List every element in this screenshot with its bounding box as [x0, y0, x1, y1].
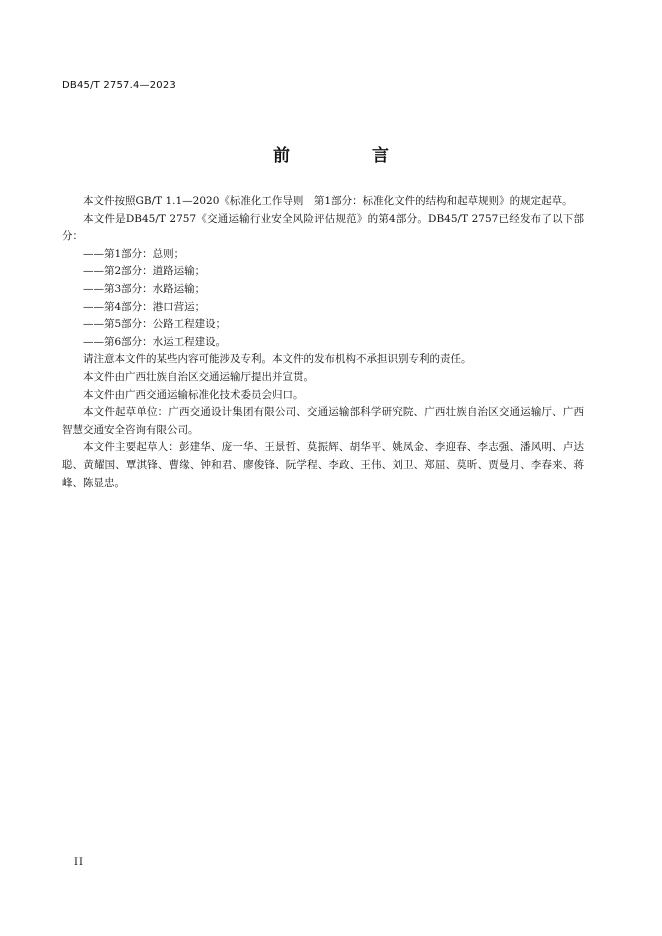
list-item: ——第2部分：道路运输；	[83, 265, 206, 278]
paragraph-series-intro: 本文件是DB45/T 2757《交通运输行业安全风险评估规范》的第4部分。DB45/T 2757已经发布了以下部分：	[62, 212, 584, 243]
list-item: ——第1部分：总则；	[83, 247, 185, 260]
paragraph-drafters: 本文件主要起草人：彭建华、庞一华、王景哲、莫振辉、胡华平、姚凤金、李迎春、李志强、潘风明、卢达聪、黄耀国、覃淇锋、曹缘、钟和君、廖俊锋、阮学程、李政、王伟、刘卫、郑屈、莫昕、贾曼月、李春来、蒋峰、陈显忠。	[62, 441, 584, 489]
paragraph-drafting-units: 本文件起草单位：广西交通设计集团有限公司、交通运输部科学研究院、广西壮族自治区交通运输厅、广西智慧交通安全咨询有限公司。	[62, 406, 584, 436]
parts-list	[62, 246, 584, 352]
paragraph-patent-notice: 请注意本文件的某些内容可能涉及专利。本文件的发布机构不承担识别专利的责任。	[83, 353, 472, 366]
paragraph-drafting-basis: 本文件按照GB/T 1.1—2020《标准化工作导则 第1部分：标准化文件的结构和起草规则》的规定起草。	[83, 195, 573, 207]
page-number: II	[74, 857, 84, 868]
paragraph-proposer: 本文件由广西壮族自治区交通运输厅提出并宣贯。	[83, 370, 314, 383]
list-item: ——第3部分：水路运输；	[83, 282, 206, 295]
list-item: ——第5部分：公路工程建设；	[83, 318, 227, 331]
foreword-body	[62, 193, 584, 492]
document-code: DB45/T 2757.4—2023	[62, 80, 176, 91]
list-item: ——第6部分：水运工程建设。	[83, 335, 227, 348]
list-item: ——第4部分：港口营运；	[83, 300, 206, 313]
page-title: 前 言	[273, 146, 427, 166]
paragraph-technical-committee: 本文件由广西交通运输标准化技术委员会归口。	[83, 388, 304, 401]
